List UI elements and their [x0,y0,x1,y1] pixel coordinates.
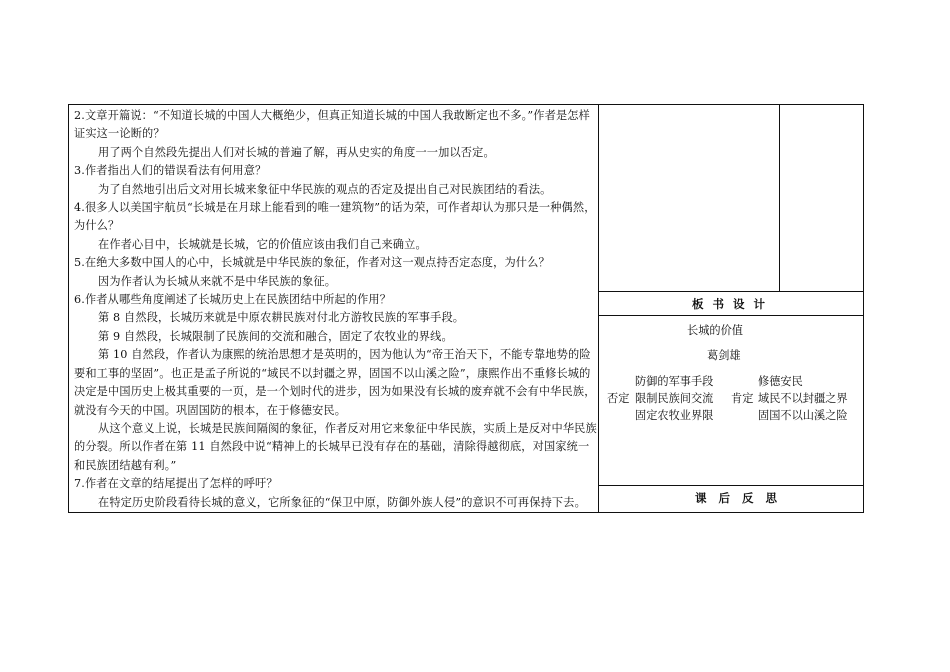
question-5: 5.在绝大多数中国人的心中，长城就是中华民族的象征，作者对这一观点持否定态度，为什么？ [74,256,550,270]
answer-4: 在作者心目中，长城就是长城，它的价值应该由我们自己来确立。 [98,237,427,251]
affirm-item: 固国不以山溪之险 [758,409,848,422]
column-divider-small [779,104,780,291]
board-design-heading: 板书设计 [692,297,774,311]
answer-6-para-9: 第 9 自然段，长城限制了民族间的交流和融合，固定了农牧业的界线。 [98,329,453,343]
negate-item: 固定农牧业界限 [635,409,714,422]
answer-7: 在特定历史阶段看待长城的意义，它所象征的“保卫中原，防御外族人侵”的意识不可再保持下去。 [98,495,586,509]
question-2: 2.文章开篇说：“不知道长城的中国人大概绝少，但真正知道长城的中国人我敢断定也不多。”作者是怎样证实这一论断的？ [74,109,590,141]
question-6: 6.作者从哪些角度阐述了长城历史上在民族团结中所起的作用？ [74,293,392,307]
question-4: 4.很多人以美国宇航员“长城是在月球上能看到的唯一建筑物”的话为荣，可作者却认为那只是一种偶然，为什么？ [74,201,596,233]
negate-item: 防御的军事手段 [635,375,714,388]
row-divider-board-heading [598,315,864,316]
affirm-item: 域民不以封疆之界 [758,392,848,405]
answer-2: 用了两个自然段先提出人们对长城的普遍了解，再从史实的角度一一加以否定。 [98,145,495,159]
answer-5: 因为作者认为长城从来就不是中华民族的象征。 [98,274,337,288]
board-author: 葛剑雄 [707,349,741,362]
reflection-heading: 课后反思 [695,491,789,505]
answer-6-para-8: 第 8 自然段，长城历来就是中原农耕民族对付北方游牧民族的军事手段。 [98,311,465,325]
affirm-label: 肯定 [731,392,754,405]
left-column-content [74,107,600,512]
question-3: 3.作者指出人们的错误看法有何用意？ [74,164,267,178]
question-7: 7.作者在文章的结尾提出了怎样的呼吁？ [74,477,278,491]
negate-label: 否定 [607,392,630,405]
board-title: 长城的价值 [687,324,743,337]
row-divider-board [598,291,864,292]
answer-6-para-11: 从这个意义上说，长城是民族间隔阂的象征，作者反对用它来象征中华民族，实质上是反对中华民族的分裂。所以作者在第 11 自然段中说“精神上的长城早已没有存在的基础，清除得越彻底，对国家统一和民族团结越有利。” [74,421,597,472]
answer-6-para-10: 第 10 自然段，作者认为康熙的统治思想才是英明的，因为他认为“帝王治天下，不能专靠地势的险要和工事的坚固”。也正是孟子所说的“域民不以封疆之界，固国不以山溪之险”，康熙作出不重修长城的决定是中国历史上极其重要的一页，是一个划时代的进步，因为如果没有长城的废弃就不会有中华民族，就没有今天的中国。巩固国防的根本，在于修德安民。 [74,348,596,417]
answer-3: 为了自然地引出后文对用长城来象征中华民族的观点的否定及提出自己对民族团结的看法。 [98,182,552,196]
affirm-item: 修德安民 [758,375,803,388]
row-divider-reflection [598,485,864,486]
negate-item: 限制民族间交流 [635,392,714,405]
